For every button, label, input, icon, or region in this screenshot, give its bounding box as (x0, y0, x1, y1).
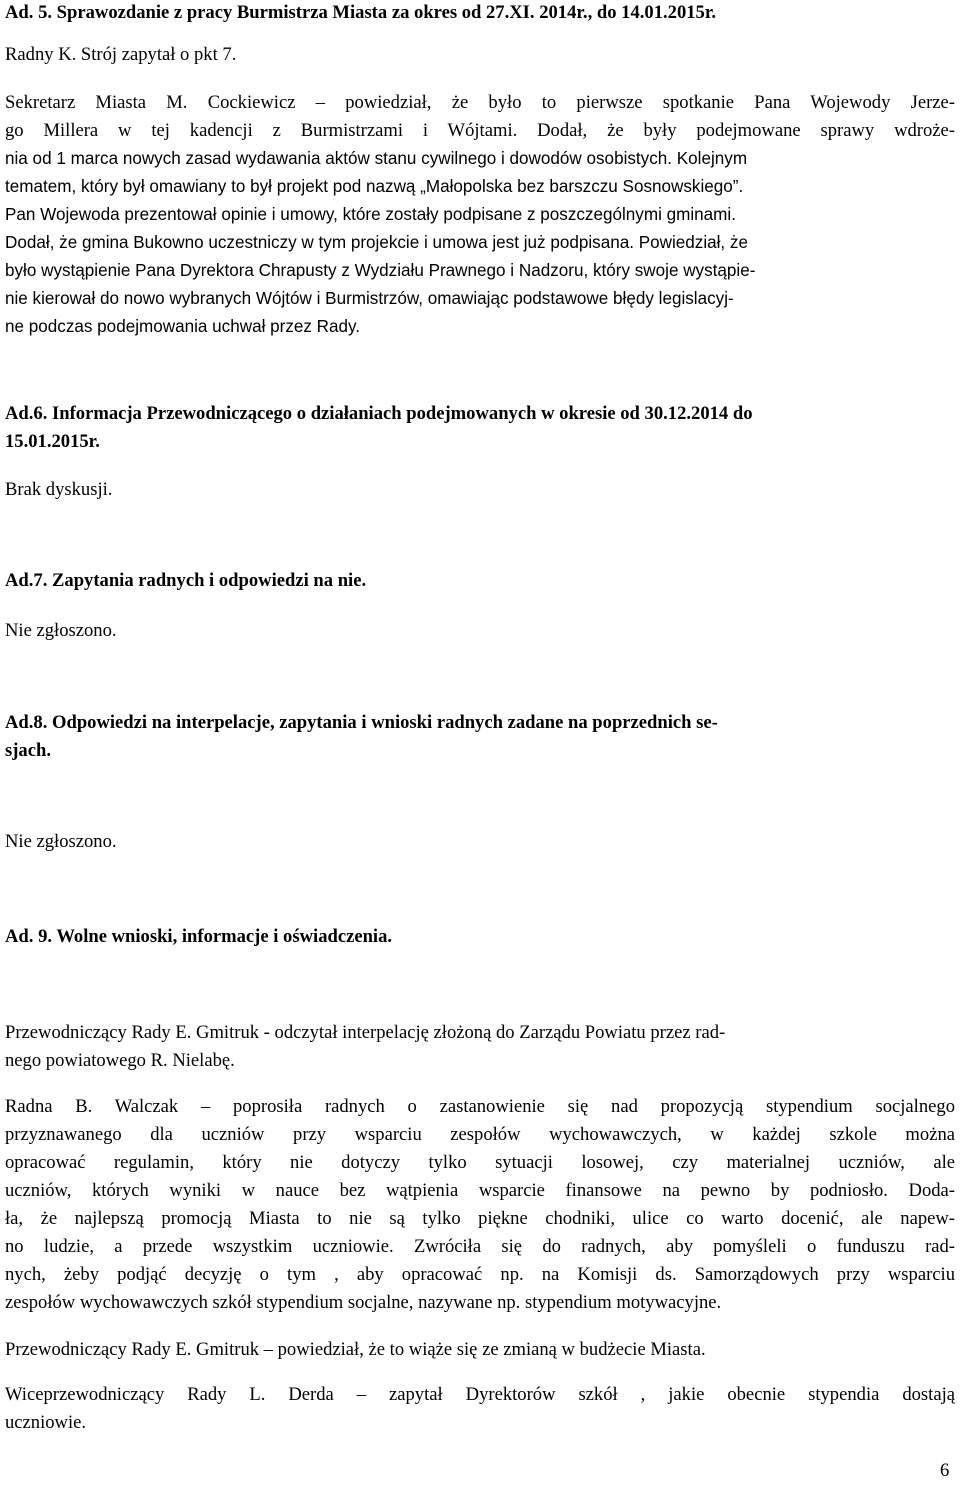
paragraph-line: Radna B. Walczak – poprosiła radnych o zastanowienie się nad propozycją stypendium socjalnego (5, 1096, 955, 1117)
paragraph-line: nia od 1 marca nowych zasad wydawania aktów stanu cywilnego i dowodów osobistych. Kolejnym (5, 149, 748, 168)
paragraph-line: Przewodniczący Rady E. Gmitruk – powiedział, że to wiąże się ze zmianą w budżecie Miasta. (5, 1339, 706, 1360)
paragraph-line: Radny K. Strój zapytał o pkt 7. (5, 44, 237, 65)
paragraph-line: Sekretarz Miasta M. Cockiewicz – powiedział, że było to pierwsze spotkanie Pana Wojewody Jerze- (5, 92, 955, 113)
paragraph-line: Nie zgłoszono. (5, 831, 117, 852)
paragraph-line: Pan Wojewoda prezentował opinie i umowy, które zostały podpisane z poszczególnymi gminami. (5, 205, 736, 224)
section-heading-ad6-continued: 15.01.2015r. (5, 431, 100, 452)
paragraph-line: nych, żeby podjąć decyzję o tym , aby opracować np. na Komisji ds. Samorządowych przy wsparciu (5, 1264, 955, 1285)
paragraph-line: Nie zgłoszono. (5, 620, 117, 641)
page-number: 6 (940, 1460, 950, 1481)
paragraph-line: nie kierował do nowo wybranych Wójtów i Burmistrzów, omawiając podstawowe błędy legislacyj- (5, 289, 734, 308)
paragraph-line: zespołów wychowawczych szkół stypendium socjalne, nazywane np. stypendium motywacyjne. (5, 1292, 722, 1313)
paragraph-line: ła, że najlepszą promocją Miasta to nie są tylko piękne chodniki, ulice co warto docenić, ale napew- (5, 1208, 955, 1229)
paragraph-line: Wiceprzewodniczący Rady L. Derda – zapytał Dyrektorów szkół , jakie obecnie stypendia dostają (5, 1384, 955, 1405)
paragraph-line: Brak dyskusji. (5, 479, 113, 500)
section-heading-ad8-continued: sjach. (5, 740, 51, 761)
paragraph-line: uczniów, których wyniki w nauce bez wątpienia wsparcie finansowe na pewno by podniosło. Doda- (5, 1180, 955, 1201)
paragraph-line: było wystąpienie Pana Dyrektora Chrapusty z Wydziału Prawnego i Nadzoru, który swoje wystąpie- (5, 261, 756, 280)
paragraph-line: tematem, który był omawiany to był projekt pod nazwą „Małopolska bez barszczu Sosnowskiego”. (5, 177, 744, 196)
paragraph-line: go Millera w tej kadencji z Burmistrzami i Wójtami. Dodał, że były podejmowane sprawy wdroże- (5, 120, 955, 141)
section-heading-ad9: Ad. 9. Wolne wnioski, informacje i oświadczenia. (5, 926, 393, 947)
section-heading-ad8: Ad.8. Odpowiedzi na interpelacje, zapytania i wnioski radnych zadane na poprzednich se- (5, 712, 718, 733)
section-heading-ad6: Ad.6. Informacja Przewodniczącego o działaniach podejmowanych w okresie od 30.12.2014 do (5, 403, 753, 424)
document-page (5, 0, 955, 1487)
paragraph-line: no ludzie, a przede wszystkim uczniowie. Zwróciła się do radnych, aby pomyśleli o funduszu rad- (5, 1236, 955, 1257)
paragraph-line: przyznawanego dla uczniów przy wsparciu zespołów wychowawczych, w każdej szkole można (5, 1124, 955, 1145)
paragraph-line: nego powiatowego R. Nielabę. (5, 1050, 235, 1071)
paragraph-line: Dodał, że gmina Bukowno uczestniczy w tym projekcie i umowa jest już podpisana. Powiedział, że (5, 233, 748, 252)
paragraph-line: opracować regulamin, który nie dotyczy tylko sytuacji losowej, czy materialnej uczniów, ale (5, 1152, 955, 1173)
paragraph-line: ne podczas podejmowania uchwał przez Rady. (5, 317, 361, 336)
section-heading-ad7: Ad.7. Zapytania radnych i odpowiedzi na nie. (5, 570, 367, 591)
paragraph-line: Przewodniczący Rady E. Gmitruk - odczytał interpelację złożoną do Zarządu Powiatu przez rad- (5, 1022, 726, 1043)
section-heading-ad5: Ad. 5. Sprawozdanie z pracy Burmistrza Miasta za okres od 27.XI. 2014r., do 14.01.2015r. (5, 2, 717, 23)
paragraph-line: uczniowie. (5, 1412, 87, 1433)
